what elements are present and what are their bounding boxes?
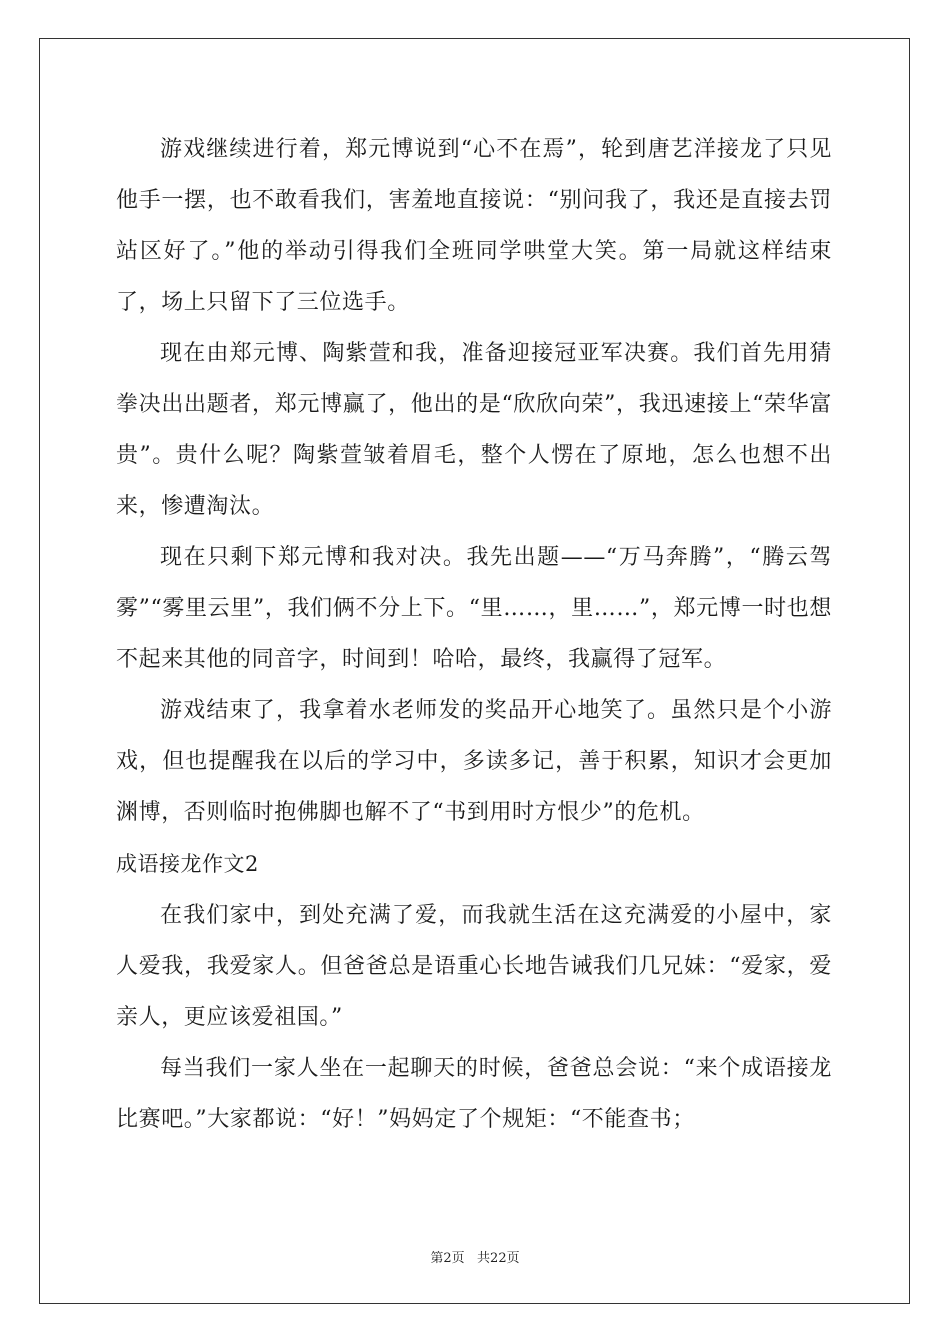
paragraph-1: 游戏继续进行着，郑元博说到“心不在焉”，轮到唐艺洋接龙了只见他手一摆，也不敢看我们，害羞地直接说：“别问我了，我还是直接去罚站区好了。”他的举动引得我们全班同学哄堂大笑。第一局就这样结束了，场上只留下了三位选手。 (116, 137, 832, 315)
document-body (116, 124, 832, 1145)
paragraph-6: 每当我们一家人坐在一起聊天的时候，爸爸总会说：“来个成语接龙比赛吧。”大家都说：“好！”妈妈定了个规矩：“不能查书； (116, 1056, 832, 1132)
page-number-footer: 第2页 共22页 (430, 1251, 520, 1266)
section-heading: 成语接龙作文2 (116, 852, 259, 876)
paragraph-4: 游戏结束了，我拿着水老师发的奖品开心地笑了。虽然只是个小游戏，但也提醒我在以后的学习中，多读多记，善于积累，知识才会更加渊博，否则临时抱佛脚也解不了“书到用时方恨少”的危机。 (116, 698, 832, 825)
paragraph-5: 在我们家中，到处充满了爱，而我就生活在这充满爱的小屋中，家人爱我，我爱家人。但爸爸总是语重心长地告诫我们几兄妹：“爱家，爱亲人，更应该爱祖国。” (116, 903, 832, 1030)
paragraph-3: 现在只剩下郑元博和我对决。我先出题——“万马奔腾”，“腾云驾雾”“雾里云里”，我们俩不分上下。“里……，里……”，郑元博一时也想不起来其他的同音字，时间到！哈哈，最终，我赢得了冠军。 (116, 545, 832, 672)
paragraph-2: 现在由郑元博、陶紫萱和我，准备迎接冠亚军决赛。我们首先用猜拳决出出题者，郑元博赢了，他出的是“欣欣向荣”，我迅速接上“荣华富贵”。贵什么呢？陶紫萱皱着眉毛，整个人愣在了原地，怎么也想不出来，惨遭淘汰。 (116, 341, 832, 519)
